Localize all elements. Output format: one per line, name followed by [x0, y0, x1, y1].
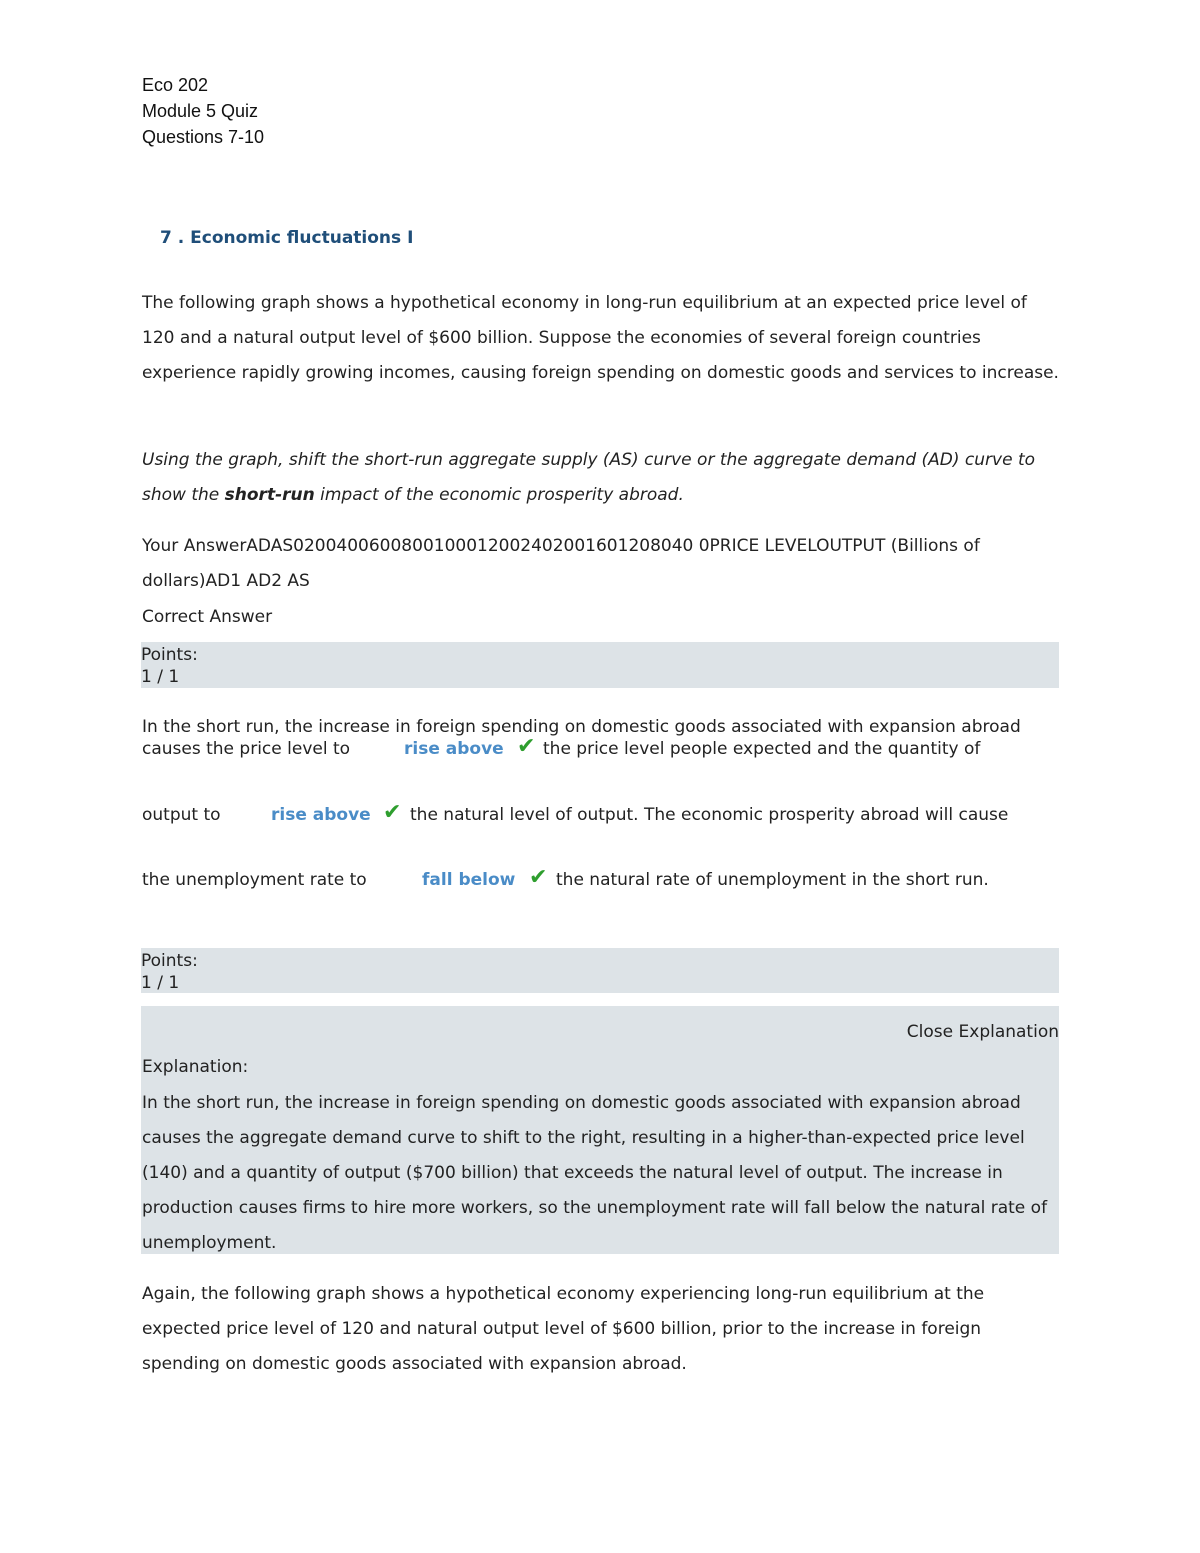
answer-price-level: rise above	[404, 739, 504, 759]
course-name: Eco 202	[142, 75, 209, 95]
fill-in-line-3: output to	[142, 805, 221, 825]
points-value: 1 / 1	[141, 667, 180, 687]
answer-unemployment: fall below	[422, 870, 516, 890]
answer-output: rise above	[271, 805, 371, 825]
points-label: Points:	[141, 645, 198, 665]
document-header	[142, 72, 264, 150]
your-answer-text: Your AnswerADAS0200400600800100012002402001601208040 0PRICE LEVELOUTPUT (Billions of dollars)AD1 AD2 AS	[142, 536, 980, 591]
points-value: 1 / 1	[141, 973, 180, 993]
fill-in-line-2: causes the price level to	[142, 739, 351, 759]
check-icon: ✔	[383, 800, 402, 825]
explanation-text: In the short run, the increase in foreign spending on domestic goods associated with expansion abroad causes the aggregate demand curve to shift to the right, resulting in a higher-than-expected price level (140) and a quantity of output ($700 billion) that exceeds the natural level of output. The increase in production causes firms to hire more workers, so the unemployment rate will fall below the natural rate of unemployment.	[142, 1093, 1048, 1253]
question-intro: The following graph shows a hypothetical economy in long-run equilibrium at an expected price level of 120 and a natural output level of $600 billion. Suppose the economies of several foreign countries experience rapidly growing incomes, causing foreign spending on domestic goods and services to increase.	[142, 293, 1059, 383]
question-title: 7 . Economic fluctuations I	[160, 228, 414, 248]
points-label: Points:	[141, 951, 198, 971]
check-icon: ✔	[529, 865, 548, 890]
question-instruction	[142, 443, 1062, 513]
fill-in-line-1: In the short run, the increase in foreign spending on domestic goods associated with expansion abroad	[142, 717, 1021, 737]
fill-in-line-3-after: the natural level of output. The economic prosperity abroad will cause	[410, 805, 1009, 825]
instruction-emphasis: short-run	[224, 485, 315, 505]
close-explanation-link[interactable]: Close Explanation	[906, 1022, 1059, 1042]
fill-in-line-2-after: the price level people expected and the quantity of	[543, 739, 981, 759]
points-box	[141, 642, 1059, 688]
instruction-text-before: Using the graph, shift the short-run aggregate supply (AS) curve or the aggregate demand (AD) curve to show the	[142, 450, 1036, 505]
instruction-text-after: impact of the economic prosperity abroad.	[314, 485, 684, 505]
explanation-label: Explanation:	[142, 1057, 249, 1077]
fill-in-line-4: the unemployment rate to	[142, 870, 367, 890]
fill-in-line-4-after: the natural rate of unemployment in the short run.	[556, 870, 989, 890]
questions-range: Questions 7-10	[142, 127, 265, 147]
followup-paragraph: Again, the following graph shows a hypothetical economy experiencing long-run equilibrium at the expected price level of 120 and natural output level of $600 billion, prior to the increase in foreign spending on domestic goods associated with expansion abroad.	[142, 1284, 985, 1374]
check-icon: ✔	[517, 734, 536, 759]
points-box	[141, 948, 1059, 993]
explanation-panel	[141, 1006, 1059, 1254]
module-name: Module 5 Quiz	[142, 101, 259, 121]
correct-answer-label: Correct Answer	[142, 607, 273, 627]
